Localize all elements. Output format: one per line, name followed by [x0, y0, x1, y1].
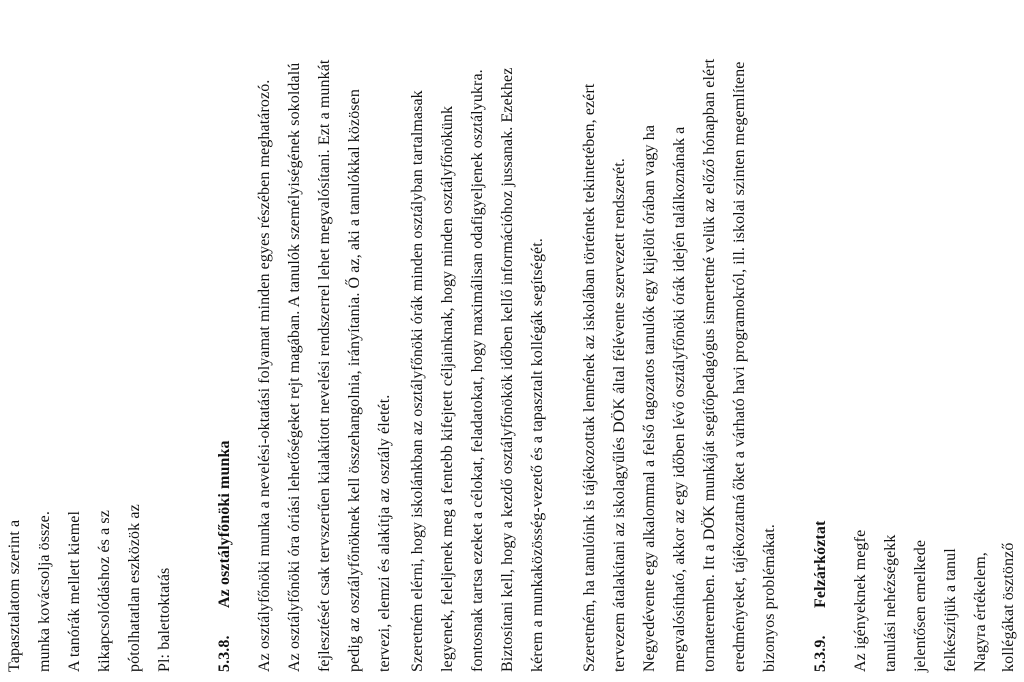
body-line: tervezem átalakítani az iskolagyűlés DÖK által félévente szervezett rendszerét.	[611, 158, 628, 672]
body-line: Az osztályfőnöki óra óriási lehetőségeket rejt magában. A tanulók személyiségének sokoldalú	[286, 62, 303, 672]
body-line: eredményeket, tájékoztatná őket a várható havi programokról, ill. iskolai szinten megemlítene	[731, 61, 748, 672]
body-line: pedig az osztályfőnöknek kell összehangolnia, irányítania. Ő az, aki a tanulókkal közösen	[346, 89, 363, 672]
body-line: Biztosítani kell, hogy a kezdő osztályfőnökök időben kellő információhoz jussanak. Ezekhez	[499, 67, 516, 672]
body-line: bizonyos problémákat.	[761, 524, 778, 672]
left-column-line: Tapasztalatom szerint a	[6, 519, 23, 672]
left-column-line: Pl: balettoktatás	[156, 567, 173, 672]
body-line: Az igényeknek megfe	[852, 529, 869, 672]
body-line: Szeretném elérni, hogy iskolánkban az osztályfőnöki órák minden osztályban tartalmasak	[409, 90, 426, 672]
body-line: legyenek, feleljenek meg a fentebb kifejtett céljainknak, hogy minden osztályfőnökünk	[439, 105, 456, 672]
section-number: 5.3.8.	[216, 635, 233, 672]
left-column-line: pótolhatatlan eszközök az	[126, 504, 143, 672]
body-line: tanulási nehézségekk	[882, 534, 899, 672]
section-heading-5-3-8	[216, 440, 234, 672]
body-line: fontosnak tartsa ezeket a célokat, feladatokat, hogy maximálisan odafigyeljenek osztályukra.	[469, 69, 486, 672]
body-line: Nagyra értékelem,	[972, 552, 989, 672]
left-column-line: A tanórák mellett kiemel	[66, 510, 83, 672]
body-line: Szeretném, ha tanulóink is tájékozottak lennének az iskolában történtek tekintetében, ezért	[581, 83, 598, 672]
body-line: kollégákat ösztönző	[1000, 542, 1017, 672]
left-column-line: kikapcsolódáshoz és a sz	[96, 510, 113, 672]
body-line: jelentősen emelkede	[912, 539, 929, 672]
body-line: kérem a munkaközösség-vezető és a tapasztalt kollégák segítségét.	[529, 238, 546, 672]
section-title: Felzárkóztat	[812, 520, 829, 608]
body-line: Az osztályfőnöki munka a nevelési-oktatási folyamat minden egyes részében meghatározó.	[256, 79, 273, 672]
section-number: 5.3.9.	[812, 635, 829, 672]
body-line: megvalósítható, akkor az egy időben lévő osztályfőnöki órák idején találkoznának a	[671, 126, 688, 672]
section-title: Az osztályfőnöki munka	[216, 440, 233, 608]
left-column-line: munka kovácsolja össze.	[36, 511, 53, 672]
body-line: fejlesztését csak tervszerűen kialakított nevelési rendszerrel lehet megvalósítani. Ezt a munkát	[316, 59, 333, 672]
body-line: tornateremben. Itt a DÖK munkáját segítőpedagógus ismertetné velük az előző hónapban elért	[701, 58, 718, 672]
body-line: Negyedévente egy alkalommal a felső tagozatos tanulók egy kijelölt órában vagy ha	[641, 124, 658, 672]
body-line: tervezi, elemzi és alakítja az osztály életét.	[376, 394, 393, 672]
section-heading-5-3-9	[812, 521, 830, 672]
body-line: felkészítjük a tanul	[942, 548, 959, 672]
